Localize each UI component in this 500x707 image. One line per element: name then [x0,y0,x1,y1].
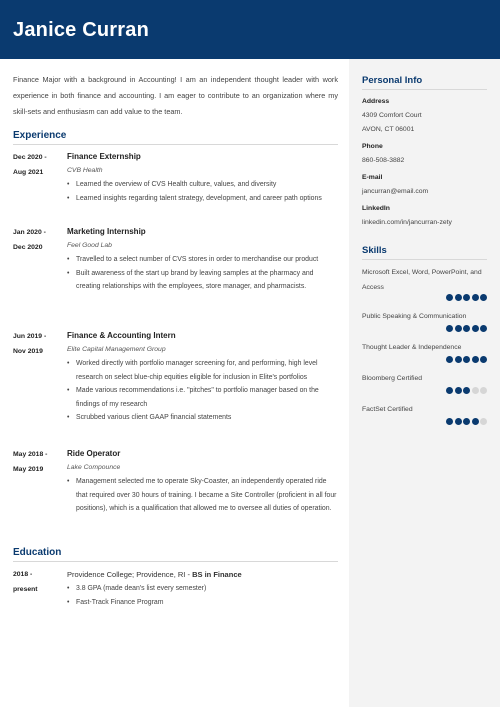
job-content [67,150,337,205]
rating-dot-filled [480,356,487,363]
rating-dot-filled [463,325,470,332]
job-start-date: May 2018 - [13,451,48,458]
experience-heading: Experience [13,130,67,141]
education-heading: Education [13,547,62,558]
skill-rating [446,325,487,333]
rating-dot-filled [463,294,470,301]
job-bullet: • Built awareness of the start up brand by leaving samples at the pharmacy and creating relationships with the employees, store manager, and pharmacists. [67,267,337,294]
job-start-date: Jan 2020 - [13,229,46,236]
job-bullet: • Travelled to a select number of CVS stores in order to merchandise our product [67,253,337,267]
rating-dot-filled [463,387,470,394]
education-dates [13,567,63,597]
rating-dot-filled [480,325,487,332]
education-divider [13,561,338,562]
phone-label: Phone [362,143,383,150]
rating-dot-filled [463,418,470,425]
rating-dot-filled [480,294,487,301]
job-start-date: Dec 2020 - [13,154,47,161]
education-bullet: • Fast-Track Finance Program [67,596,337,610]
linkedin-label: LinkedIn [362,205,390,212]
rating-dot-filled [455,356,462,363]
job-end-date: Dec 2020 [13,244,43,251]
job-title: Finance & Accounting Intern [67,331,176,340]
rating-dot-filled [472,325,479,332]
job-title: Marketing Internship [67,227,146,236]
header-banner [0,0,500,59]
education-degree: BS in Finance [192,570,242,579]
education-end-date: present [13,586,38,593]
job-start-date: Jun 2019 - [13,333,47,340]
linkedin-value[interactable]: linkedin.com/in/jancurran-zety [362,219,452,226]
rating-dot-empty [480,418,487,425]
job-bullet: • Scrubbed various client GAAP financial statements [67,411,337,425]
job-bullets [67,357,337,425]
skill-rating [446,356,487,364]
job-company: Lake Compounce [67,464,121,471]
job-end-date: Aug 2021 [13,169,44,176]
skill-name: Microsoft Excel, Word, PowerPoint, and Access [362,269,482,291]
job-company: Elite Capital Management Group [67,346,166,353]
summary: Finance Major with a background in Accounting! I am an independent thought leader with work experience in both finance and accounting. I am eager to contribute to an organization where my skill-sets and enthusiasm can add value to the team. [13,75,338,116]
job-bullets [67,475,337,516]
phone-value: 860-508-3882 [362,157,405,164]
skill-name: Thought Leader & Independence [362,344,462,351]
address-line2: AVON, CT 06001 [362,126,415,133]
email-value[interactable]: jancurran@email.com [362,188,429,195]
experience-divider [13,144,338,145]
skill-name: Public Speaking & Communication [362,313,467,320]
address-line1: 4309 Comfort Court [362,112,422,119]
job-bullets [67,253,337,294]
job-title: Finance Externship [67,152,141,161]
education-content [67,567,337,609]
skill-name: FactSet Certified [362,406,413,413]
education-bullets [67,582,337,609]
job-dates [13,150,63,180]
rating-dot-filled [446,325,453,332]
job-bullet: • Worked directly with portfolio manager screening for, and performing, high level research on select blue-chip equities eligible for inclusion in Elite's portfolios [67,357,337,384]
address-label: Address [362,98,390,105]
skills-heading: Skills [362,245,387,256]
email-label: E-mail [362,174,383,181]
job-content [67,447,337,516]
job-title: Ride Operator [67,449,121,458]
education-school-line [67,567,337,582]
job-bullet: • Learned the overview of CVS Health culture, values, and diversity [67,178,337,192]
job-dates [13,225,63,255]
rating-dot-filled [446,387,453,394]
skills-divider [362,259,487,260]
job-end-date: Nov 2019 [13,348,43,355]
education-school: Providence College; Providence, RI - [67,570,193,579]
rating-dot-filled [446,356,453,363]
rating-dot-filled [472,418,479,425]
job-company: Feel Good Lab [67,242,112,249]
job-bullet: • Learned insights regarding talent strategy, development, and career path options [67,192,337,206]
rating-dot-filled [446,294,453,301]
job-bullets [67,178,337,205]
skill-rating [446,418,487,426]
rating-dot-filled [455,325,462,332]
job-bullet: • Management selected me to operate Sky-Coaster, an independently operated ride that required over 30 hours of training. I became a Site Controller (proficient in all four positions), which is a qualification that allowed me to oversee all duties of operation. [67,475,337,516]
rating-dot-filled [472,294,479,301]
job-dates [13,447,63,477]
rating-dot-empty [480,387,487,394]
rating-dot-filled [446,418,453,425]
job-content [67,329,337,425]
personal-info-heading: Personal Info [362,75,423,86]
job-content [67,225,337,294]
rating-dot-filled [455,294,462,301]
education-start-date: 2018 - [13,571,33,578]
rating-dot-filled [455,387,462,394]
skill-rating [446,387,487,395]
rating-dot-filled [472,356,479,363]
rating-dot-filled [455,418,462,425]
job-dates [13,329,63,359]
education-bullet: • 3.8 GPA (made dean's list every semester) [67,582,337,596]
rating-dot-filled [463,356,470,363]
candidate-name: Janice Curran [13,19,149,41]
job-bullet: • Made various recommendations i.e. "pitches" to portfolio manager based on the findings of my research [67,384,337,411]
skill-name: Bloomberg Certified [362,375,423,382]
job-end-date: May 2019 [13,466,44,473]
skill-rating [446,294,487,302]
personal-info-divider [362,89,487,90]
rating-dot-empty [472,387,479,394]
job-company: CVB Health [67,167,103,174]
